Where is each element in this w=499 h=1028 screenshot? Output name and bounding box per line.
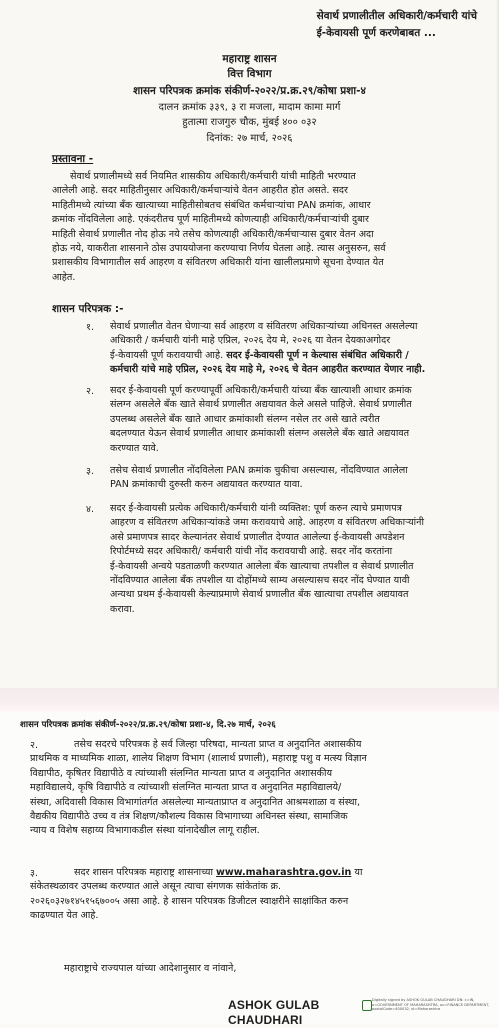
item-line: संस्था, अदिवासी विकास विभागांतर्गत असलेल्या मान्यताप्राप्त व अनुदानित आश्रमशाळा व संस्था, xyxy=(30,796,360,808)
preamble-heading: प्रस्तावना - xyxy=(52,153,94,165)
item-4-text xyxy=(110,502,478,617)
item-line: सदर ई-केवायसी प्रत्येक अधिकारी/कर्मचारी यांनी व्यक्तिश: पूर्ण करुन त्याचे प्रमाणपत्र xyxy=(110,503,402,514)
preamble-paragraph xyxy=(52,170,476,285)
item-line: PAN क्रमांकाची दुरुस्ती करुन अद्ययावत करण्यात यावा. xyxy=(110,479,303,491)
website-link[interactable]: www.maharashtra.gov.in xyxy=(216,867,352,878)
item-line: रिपोर्टमध्ये सदर अधिकारी/ कर्मचारी यांची नोंद करावयाची आहे. सदर नोंद करतांना xyxy=(110,546,393,558)
item-line: उपलब्ध असलेले बँक खाते आधार क्रमांकाशी संलग्न नसेल तर असे खाते त्वरीत xyxy=(110,413,380,425)
item-line: विद्यापीठ, कृषितर विद्यापीठे व त्यांच्याशी संलग्नित मान्यता प्राप्त व अनुदानित अशासकीय xyxy=(30,767,333,779)
item-line: संकेतस्थळावर उपलब्ध करण्यात आले असून त्याचा संगणक सांकेतांक क्र. xyxy=(30,881,282,893)
preamble-line: आहेत. xyxy=(52,271,76,283)
subject-block xyxy=(317,8,477,42)
department-name: वित्त विभाग xyxy=(227,68,272,80)
address-line-2: हुतात्मा राजगुरु चौक, मुंबई ४०० ०३२ xyxy=(182,117,317,128)
subject-line-2: ई-केवायसी पूर्ण करणेबाबत ... xyxy=(316,27,436,39)
item-number: ३. xyxy=(30,868,39,879)
item-line-part: ई-केवायसी पूर्ण करावयाची आहे. xyxy=(110,349,224,361)
item-line: महाविद्यालये, कृषि विद्यापीठे व त्यांच्याशी संलग्नित मान्यता प्राप्त व अनुदानित महाविद्यालये/ xyxy=(30,782,342,794)
item-3-text xyxy=(110,464,478,493)
item-line-part: सदर शासन परिपत्रक महाराष्ट्र शासनाच्या xyxy=(74,867,213,878)
item-line: तसेच सेवार्थ प्रणालीत नोंदविलेला PAN क्रमांक चुकीचा असल्यास, नोंदविण्यात आलेला xyxy=(110,465,408,476)
item-line-part: या xyxy=(354,867,363,878)
item-1-text xyxy=(110,320,478,378)
item-line: असे प्रमाणपत्र सादर केल्यानंतर सेवार्थ प्रणालीत देण्यात आलेल्या ई-केवायसी अपडेशन xyxy=(110,531,405,543)
item-number: ४. xyxy=(86,504,95,515)
item-line: आहरण व संवितरण अधिकाऱ्यांकडे जमा करावयाचे आहे. आहरण व संवितरण अधिकाऱ्यांनी xyxy=(110,517,424,529)
document-page-2 xyxy=(0,712,499,1024)
item-line: प्राथमिक व माध्यमिक शाळा, शालेय शिक्षण विभाग (शालार्थ प्रणाली), महाराष्ट्र पशु व मत्स्य विज्ञान xyxy=(30,753,367,765)
circular-date: दिनांक: २७ मार्च, २०२६ xyxy=(206,133,293,144)
item-line: वैद्यकीय विद्यापीठे उच्च व तंत्र शिक्षण/कौशल्य विकास विभागाच्या अधिनस्त संस्था, सामाजिक xyxy=(30,811,348,823)
item-line: बदलण्यात येऊन सेवार्थ प्रणालीत आधार क्रमांकाशी संलग्न असलेले बँक खाते अद्ययावत xyxy=(110,428,410,440)
item-1-bold-warning: सदर ई-केवायसी पूर्ण न केल्यास संबंधित अधिकारी / xyxy=(226,349,409,361)
item-line: न्याय व विशेष सहाय्य विभागाकडील संस्था यांनादेखील लागू राहील. xyxy=(30,825,260,837)
item-number: २. xyxy=(30,740,39,751)
preamble-line: माहिती सेवार्थ प्रणालीत नोद होऊ नये तसेच कोणत्याही अधिकारी/कर्मचाऱ्यास दुबार वेतन अदा xyxy=(52,228,374,240)
digital-signature-check-icon xyxy=(362,1000,372,1011)
signature-name-line-2: CHAUDHARI xyxy=(228,1013,303,1027)
item-line: संलग्न असलेले बँक खाते सेवार्थ प्रणालीत अद्ययावत केले असले पाहिजे. सेवार्थ प्रणालीत xyxy=(110,399,412,411)
item-line: सदर ई-केवायसी पूर्ण करण्यापूर्वी अधिकारी/कर्मचारी यांच्या बँक खात्याशी आधार क्रमांक xyxy=(110,385,412,396)
item-line: नोंदविण्यात आलेला बँक तपशील या दोहोंमध्ये साम्य असल्यासच सदर नोंद घेण्यात यावी xyxy=(110,575,410,587)
item-line xyxy=(110,349,478,363)
item-1-bold-line: कर्मचारी यांचे माहे एप्रिल, २०२६ देय माहे मे, २०२६ चे वेतन आहरीत करण्यात येणार नाही. xyxy=(110,364,426,376)
preamble-line: सेवार्थ प्रणालीमध्ये सर्व नियमित शासकीय अधिकारी/कर्मचारी यांची माहिती भरण्यात xyxy=(70,171,356,182)
page-2-item-2-text xyxy=(30,738,470,839)
item-number: १. xyxy=(86,322,95,333)
page-2-header: शासन परिपत्रक क्रमांक संकीर्ण-२०२२/प्र.क्र.२९/कोषा प्रशा-४, दि.२७ मार्च, २०२६ xyxy=(20,720,276,730)
item-line: करावा. xyxy=(110,603,135,615)
circular-heading: शासन परिपत्रक :- xyxy=(52,303,124,315)
closing-line: महाराष्ट्राचे राज्यपाल यांच्या आदेशानुसार व नांवाने, xyxy=(64,963,237,974)
page-2-item-3-text xyxy=(30,866,470,924)
item-line: सेवार्थ प्रणालीत वेतन घेणाऱ्या सर्व आहरण व संवितरण अधिकाऱ्यांच्या अधिनस्त असलेल्या xyxy=(110,321,418,332)
item-2-text xyxy=(110,384,478,456)
subject-line-1: सेवार्थ प्रणालीतील अधिकारी/कर्मचारी यांचे xyxy=(316,10,477,22)
page-divider xyxy=(0,688,499,712)
government-name: महाराष्ट्र शासन xyxy=(222,53,277,65)
item-number: ३. xyxy=(86,466,95,477)
item-line xyxy=(30,866,470,880)
preamble-line: होऊ नये, याकरीता शासनाने ठोस उपाययोजना करण्याचा निर्णय घेतला आहे. त्यास अनुसरुन, सर्व xyxy=(52,243,386,255)
item-line: करण्यात यावे. xyxy=(110,442,159,454)
preamble-line: क्रमांक नोंदविलेला आहे. एकंदरीतच पूर्ण माहितीमध्ये कोणत्याही अधिकारी/कर्मचाऱ्यांची दुबार xyxy=(52,214,369,226)
item-line: अधिकारी / कर्मचारी यांनी माहे एप्रिल, २०२६ देय मे, २०२६ या वेतन देयकाअगोदर xyxy=(110,335,391,347)
preamble-line: प्रशासकीय विभागातील सर्व आहरण व संवितरण अधिकारी यांना खालीलप्रमाणे सूचना देण्यात येत xyxy=(52,257,384,269)
preamble-line: आलेली आहे. सदर माहितीनुसार अधिकारी/कर्मचाऱ्यांचे वेतन आहरीत होत असते. सदर xyxy=(52,185,348,197)
item-line: काढण्यात येत आहे. xyxy=(30,910,99,922)
signature-name-line-1: ASHOK GULAB xyxy=(228,998,320,1012)
item-line: तसेच सदरचे परिपत्रक हे सर्व जिल्हा परिषदा, मान्यता प्राप्त व अनुदानित अशासकीय xyxy=(74,739,362,750)
item-number: २. xyxy=(86,386,95,397)
address-line-1: दालन क्रमांक ३३९, ३ रा मजला, मादाम कामा मार्ग xyxy=(158,102,341,113)
digital-signature-detail: Digitally signed by ASHOK GULAB CHAUDHARI DN: c=IN, o=GOVERNMENT OF MAHARASHTRA, ou=FINANCE DEPARTMENT, postalCode=400032, st=Maharashtra xyxy=(372,998,490,1012)
preamble-line: माहितीमध्ये त्यांच्या बँक खात्याच्या माहितीसोबतच संबंधित कर्मचाऱ्यांचा PAN क्रमांक, आधार xyxy=(52,199,371,211)
item-line: ई-केवायसी अन्वये पडताळणी करण्यात आलेला बँक खात्याचा तपशील व सेवार्थ प्रणालीत xyxy=(110,560,414,572)
item-line: अन्यथा प्रथम ई-केवायसी केल्याप्रमाणे सेवार्थ प्रणालीत बँक खात्याचा तपशील अद्ययावत xyxy=(110,589,409,601)
item-line: २०२६०३२७१४५१५६७००५ असा आहे. हे शासन परिपत्रक डिजीटल स्वाक्षरीने साक्षांकित करुन xyxy=(30,895,349,907)
circular-number: शासन परिपत्रक क्रमांक संकीर्ण-२०२२/प्र.क्र.२९/कोषा प्रशा-४ xyxy=(133,85,366,97)
